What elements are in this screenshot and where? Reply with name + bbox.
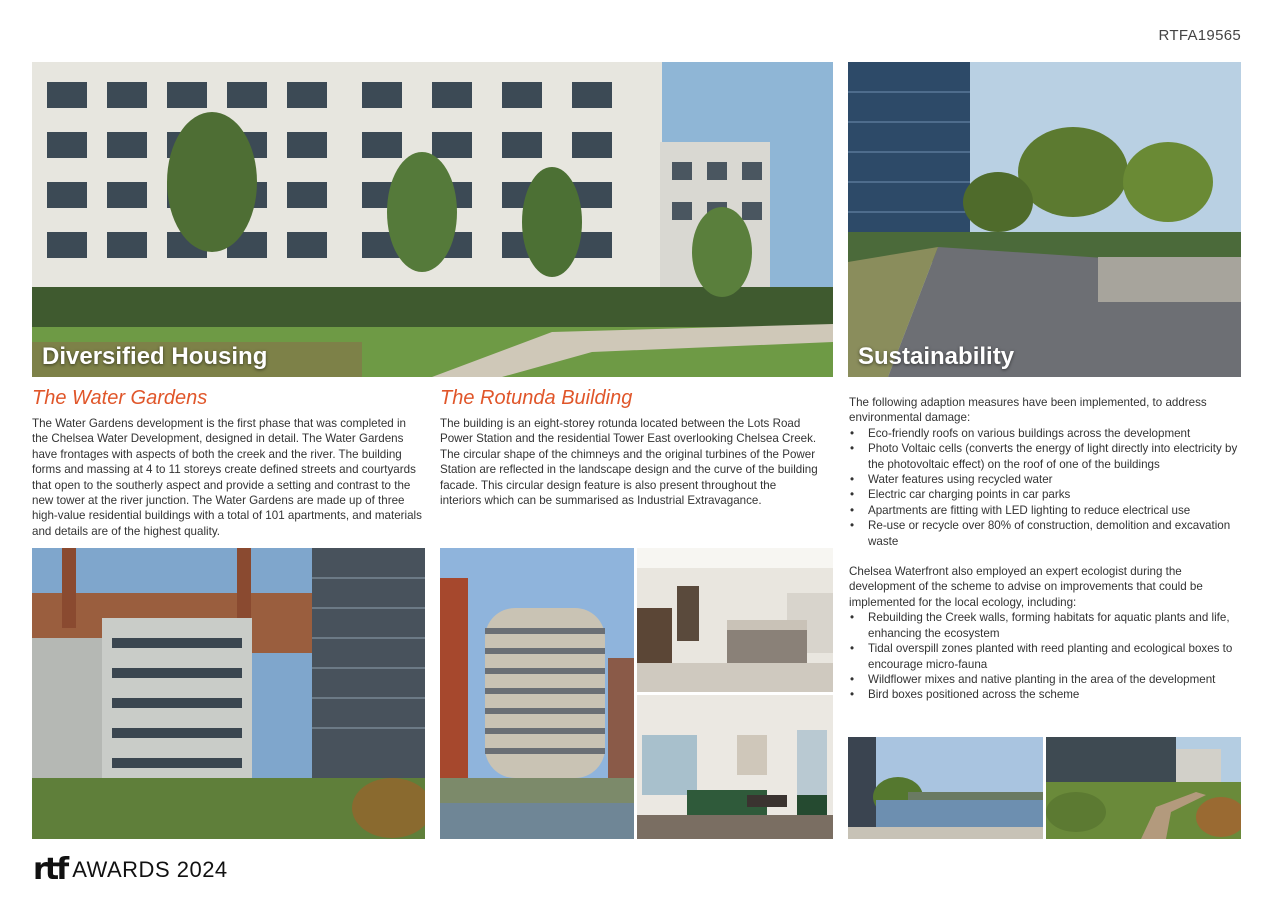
list-item: • Electric car charging points in car parks (849, 487, 1244, 502)
list-item: • Photo Voltaic cells (converts the energy of light directly into electricity by the photovoltaic effect) on the roof of one of the buildings (849, 441, 1244, 472)
water-gardens-body: The Water Gardens development is the first phase that was completed in the Chelsea Water Development, designed in detail. The Water Gardens have frontages with aspects of both the creek and the river. The building forms and massing at 4 to 11 storeys create defined streets and courtyards that open to the southerly aspect and provide a setting and contrast to the new tower at the river junction. The Water Gardens are made up of three high-value residential buildings with a total of 101 apartments, and materials and details are of the highest quality. (32, 417, 422, 538)
hero-title-diversified-housing: Diversified Housing (42, 343, 268, 370)
reference-code: RTFA19565 (1158, 27, 1241, 44)
photo-water-gardens-aerial (32, 548, 425, 839)
rtf-awards-logo (33, 852, 228, 887)
ecology-list (849, 610, 1244, 702)
water-gardens-heading: The Water Gardens (32, 387, 208, 409)
photo-rotunda-living-room (637, 695, 833, 839)
list-item: • Re-use or recycle over 80% of construction, demolition and excavation waste (849, 518, 1244, 549)
rtf-logo-mark: rtf (33, 852, 67, 887)
sustainability-intro: The following adaption measures have been implemented, to address environmental damage: (849, 396, 1207, 425)
hero-photo-sustainability (848, 62, 1241, 377)
list-item: • Tidal overspill zones planted with reed planting and ecological boxes to encourage micro-fauna (849, 641, 1244, 672)
awards-2024-label: AWARDS 2024 (72, 856, 228, 882)
rotunda-heading: The Rotunda Building (440, 387, 633, 409)
list-item: • Bird boxes positioned across the scheme (849, 687, 1244, 702)
rotunda-body: The building is an eight-storey rotunda located between the Lots Road Power Station and the residential Tower East overlooking Chelsea Creek. The circular shape of the chimneys and the original turbines of the Power Station are reflected in the landscape design and the curve of the building facade. This circular design feature is also present throughout the interiors which can be summarised as Industrial Extravagance. (440, 417, 818, 508)
ecology-intro: Chelsea Waterfront also employed an expert ecologist during the development of the scheme to advise on improvements that could be implemented for the local ecology, including: (849, 565, 1203, 609)
list-item: • Water features using recycled water (849, 472, 1244, 487)
photo-rotunda-exterior (440, 548, 634, 839)
list-item: • Apartments are fitting with LED lighting to reduce electrical use (849, 503, 1244, 518)
list-item: • Eco-friendly roofs on various buildings across the development (849, 426, 1244, 441)
photo-garden-path (1046, 737, 1241, 839)
adaption-measures-list (849, 426, 1244, 549)
photo-river-view (848, 737, 1043, 839)
sustainability-text (849, 395, 1244, 703)
list-item: • Rebuilding the Creek walls, forming habitats for aquatic plants and life, enhancing the ecosystem (849, 610, 1244, 641)
hero-photo-water-gardens (32, 62, 833, 377)
list-item: • Wildflower mixes and native planting in the area of the development (849, 672, 1244, 687)
photo-rotunda-bedroom (637, 548, 833, 692)
hero-title-sustainability: Sustainability (858, 343, 1015, 370)
